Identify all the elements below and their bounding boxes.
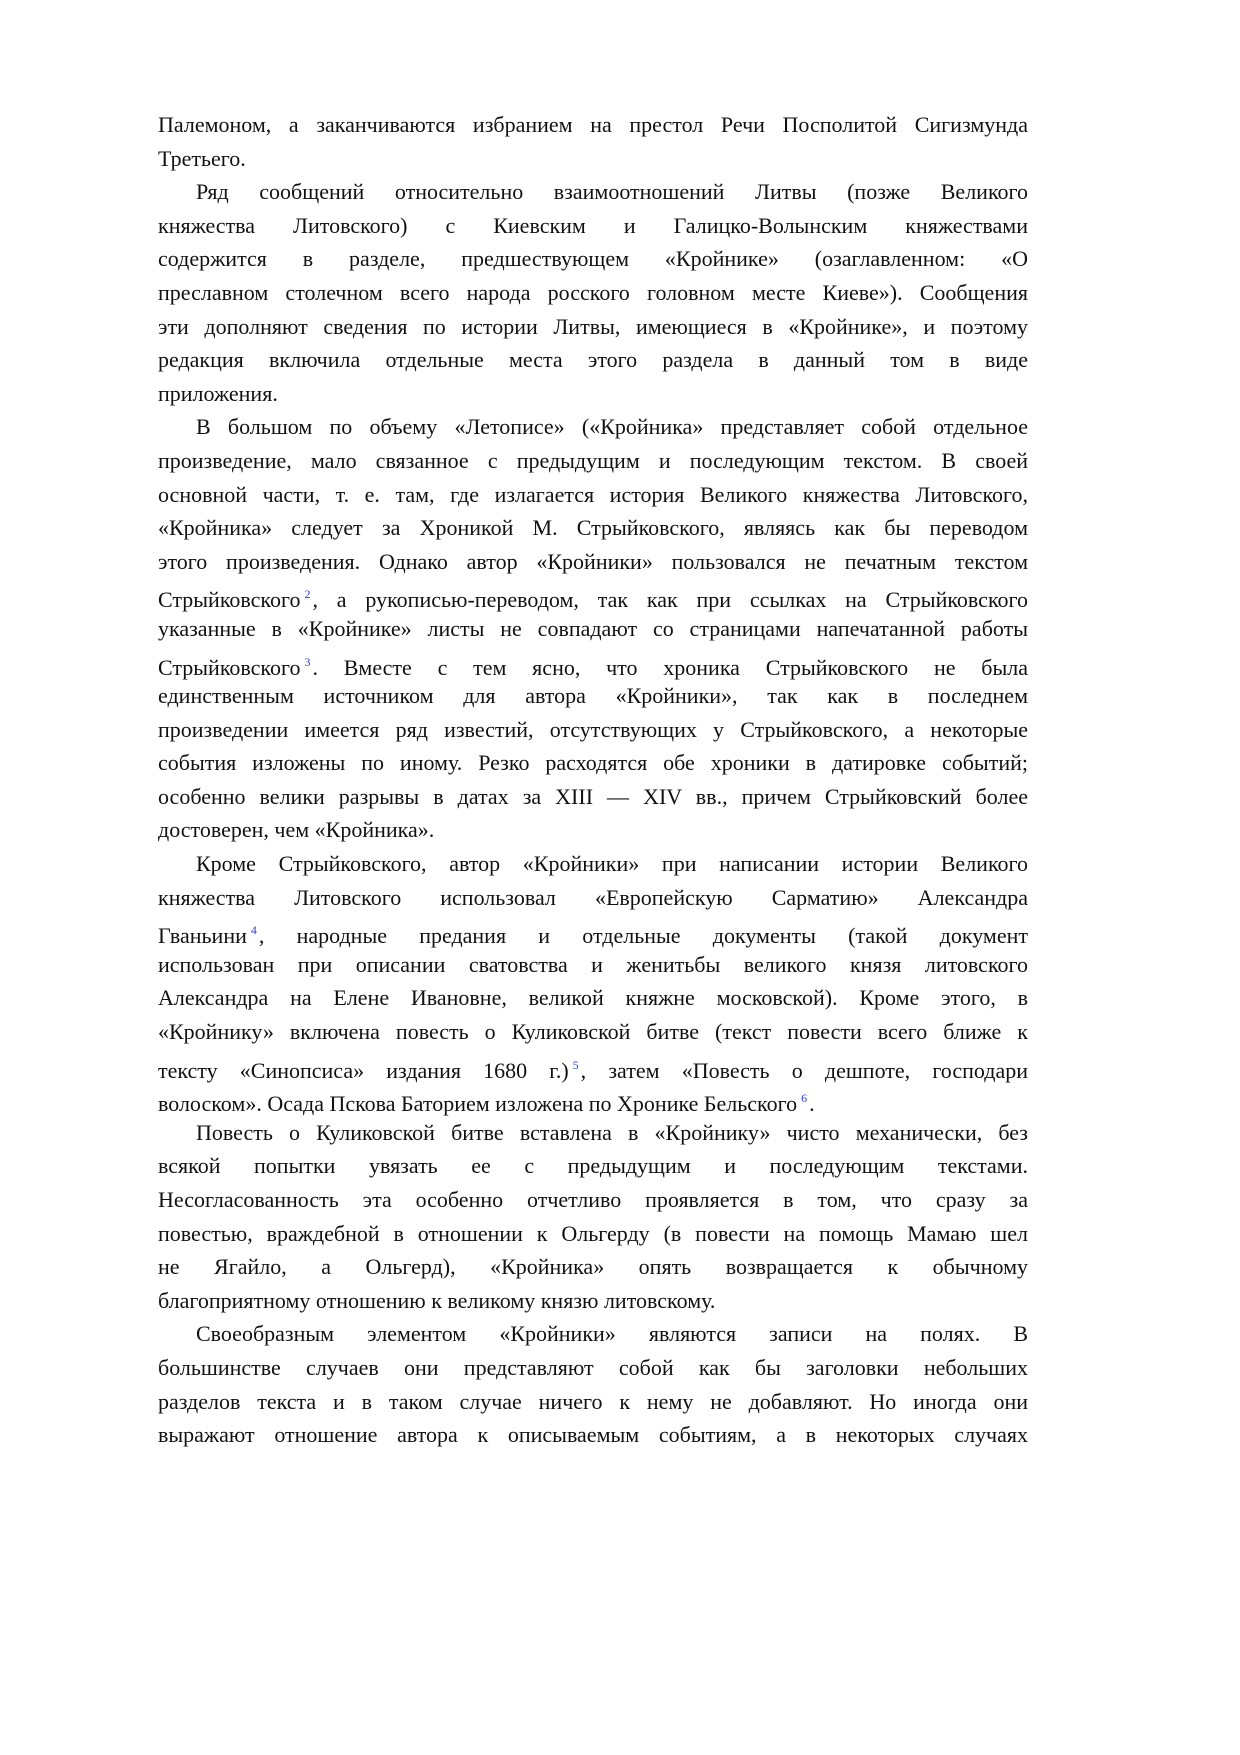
text-segment: волоском». Осада Пскова Баторием изложена по Хронике Бельского bbox=[158, 1091, 798, 1117]
text-segment: Третьего. bbox=[158, 145, 246, 171]
text-segment: всякой попытки увязать ее с предыдущим и последующим текстами. bbox=[158, 1153, 1028, 1179]
text-line bbox=[158, 1082, 1028, 1116]
text-line bbox=[158, 646, 1028, 680]
text-line bbox=[158, 746, 1028, 780]
text-line bbox=[158, 343, 1028, 377]
text-line bbox=[158, 175, 1028, 209]
text-line bbox=[158, 881, 1028, 915]
text-segment: произведении имеется ряд известий, отсутствующих у Стрыйковского, а некоторые bbox=[158, 716, 1028, 742]
text-segment: единственным источником для автора «Кройники», так как в последнем bbox=[158, 683, 1028, 709]
text-line bbox=[158, 612, 1028, 646]
text-segment: княжества Литовского использовал «Европейскую Сарматию» Александра bbox=[158, 884, 1028, 910]
footnote-marker[interactable]: 3 bbox=[304, 654, 311, 669]
text-segment: «Кройника» следует за Хроникой М. Стрыйковского, являясь как бы переводом bbox=[158, 515, 1028, 541]
text-line bbox=[158, 1351, 1028, 1385]
text-segment: произведение, мало связанное с предыдущим и последующим текстом. В своей bbox=[158, 447, 1028, 473]
text-segment: Гваньини bbox=[158, 923, 247, 949]
text-line bbox=[158, 242, 1028, 276]
text-line bbox=[158, 1284, 1028, 1318]
text-segment: Кроме Стрыйковского, автор «Кройники» при написании истории Великого bbox=[196, 851, 1028, 877]
text-segment: Палемоном, а заканчиваются избранием на престол Речи Посполитой Сигизмунда bbox=[158, 112, 1028, 137]
text-segment: В большом по объему «Летописе» («Кройника» представляет собой отдельное bbox=[196, 414, 1028, 440]
text-segment: приложения. bbox=[158, 380, 278, 406]
text-line bbox=[158, 780, 1028, 814]
text-segment: большинстве случаев они представляют собой как бы заголовки небольших bbox=[158, 1354, 1028, 1380]
footnote-marker[interactable]: 2 bbox=[304, 587, 311, 602]
text-line bbox=[158, 209, 1028, 243]
paragraph bbox=[158, 1116, 1028, 1318]
text-segment: события изложены по иному. Резко расходятся обе хроники в датировке событий; bbox=[158, 750, 1028, 776]
text-line bbox=[158, 410, 1028, 444]
text-segment: , народные предания и отдельные документы (такой документ bbox=[258, 923, 1028, 949]
text-segment: тексту «Синопсиса» издания 1680 г.) bbox=[158, 1057, 569, 1083]
paragraph bbox=[158, 847, 1028, 1116]
text-line bbox=[158, 813, 1028, 847]
footnote-marker[interactable]: 4 bbox=[250, 923, 257, 938]
text-line bbox=[158, 578, 1028, 612]
text-line bbox=[158, 1217, 1028, 1251]
text-line bbox=[158, 1049, 1028, 1083]
text-line bbox=[158, 108, 1028, 142]
document-page bbox=[158, 108, 1028, 1452]
text-segment: «Кройнику» включена повесть о Куликовской битве (текст повести всего ближе к bbox=[158, 1019, 1028, 1045]
paragraph bbox=[158, 108, 1028, 175]
text-line bbox=[158, 713, 1028, 747]
text-line bbox=[158, 1183, 1028, 1217]
text-line bbox=[158, 948, 1028, 982]
text-segment: редакция включила отдельные места этого раздела в данный том в виде bbox=[158, 347, 1028, 373]
text-line bbox=[158, 1015, 1028, 1049]
text-line bbox=[158, 1250, 1028, 1284]
text-segment: выражают отношение автора к описываемым событиям, а в некоторых случаях bbox=[158, 1422, 1028, 1448]
text-segment: . Вместе с тем ясно, что хроника Стрыйковского не была bbox=[312, 654, 1028, 680]
text-segment: , а рукописью-переводом, так как при ссылках на Стрыйковского bbox=[312, 587, 1028, 613]
text-line bbox=[158, 276, 1028, 310]
text-segment: использован при описании сватовства и женитьбы великого князя литовского bbox=[158, 951, 1028, 977]
text-segment: основной части, т. е. там, где излагается история Великого княжества Литовского, bbox=[158, 481, 1028, 507]
text-line bbox=[158, 377, 1028, 411]
text-line bbox=[158, 511, 1028, 545]
text-line bbox=[158, 545, 1028, 579]
text-segment: Стрыйковского bbox=[158, 587, 301, 613]
text-segment: разделов текста и в таком случае ничего к нему не добавляют. Но иногда они bbox=[158, 1388, 1028, 1414]
text-segment: содержится в разделе, предшествующем «Кройнике» (озаглавленном: «О bbox=[158, 246, 1028, 272]
text-line bbox=[158, 847, 1028, 881]
text-line bbox=[158, 914, 1028, 948]
text-segment: Ряд сообщений относительно взаимоотношений Литвы (позже Великого bbox=[196, 179, 1028, 205]
text-line bbox=[158, 310, 1028, 344]
text-line bbox=[158, 1418, 1028, 1452]
text-segment: . bbox=[809, 1091, 815, 1117]
paragraph bbox=[158, 410, 1028, 847]
text-segment: Несогласованность эта особенно отчетливо проявляется в том, что сразу за bbox=[158, 1187, 1028, 1212]
text-segment: не Ягайло, а Ольгерд), «Кройника» опять возвращается к обычному bbox=[158, 1254, 1028, 1280]
text-line bbox=[158, 1317, 1028, 1351]
text-segment: особенно велики разрывы в датах за XIII — XIV вв., причем Стрыйковский более bbox=[158, 783, 1028, 809]
text-segment: преславном столечном всего народа росского головном месте Киеве»). Сообщения bbox=[158, 279, 1028, 305]
text-line bbox=[158, 478, 1028, 512]
text-segment: указанные в «Кройнике» листы не совпадают со страницами напечатанной работы bbox=[158, 615, 1028, 641]
text-line bbox=[158, 679, 1028, 713]
text-segment: , затем «Повесть о дешпоте, господари bbox=[580, 1057, 1028, 1083]
text-line bbox=[158, 444, 1028, 478]
text-segment: эти дополняют сведения по истории Литвы, имеющиеся в «Кройнике», и поэтому bbox=[158, 313, 1028, 339]
text-segment: этого произведения. Однако автор «Кройники» пользовался не печатным текстом bbox=[158, 548, 1028, 574]
text-segment: благоприятному отношению к великому князю литовскому. bbox=[158, 1287, 716, 1313]
text-line bbox=[158, 1149, 1028, 1183]
footnote-marker[interactable]: 6 bbox=[801, 1091, 808, 1106]
text-line bbox=[158, 1385, 1028, 1419]
text-segment: Повесть о Куликовской битве вставлена в «Кройнику» чисто механически, без bbox=[196, 1119, 1028, 1145]
paragraph bbox=[158, 1317, 1028, 1451]
text-segment: достоверен, чем «Кройника». bbox=[158, 817, 435, 843]
text-segment: княжества Литовского) с Киевским и Галицко-Волынским княжествами bbox=[158, 212, 1028, 238]
text-line bbox=[158, 142, 1028, 176]
text-segment: Стрыйковского bbox=[158, 654, 301, 680]
footnote-marker[interactable]: 5 bbox=[572, 1057, 579, 1072]
text-line bbox=[158, 981, 1028, 1015]
text-segment: повестью, враждебной в отношении к Ольгерду (в повести на помощь Мамаю шел bbox=[158, 1220, 1028, 1246]
text-segment: Александра на Елене Ивановне, великой княжне московской). Кроме этого, в bbox=[158, 985, 1028, 1011]
paragraph bbox=[158, 175, 1028, 410]
text-segment: Своеобразным элементом «Кройники» являются записи на полях. В bbox=[196, 1321, 1028, 1347]
text-line bbox=[158, 1116, 1028, 1150]
